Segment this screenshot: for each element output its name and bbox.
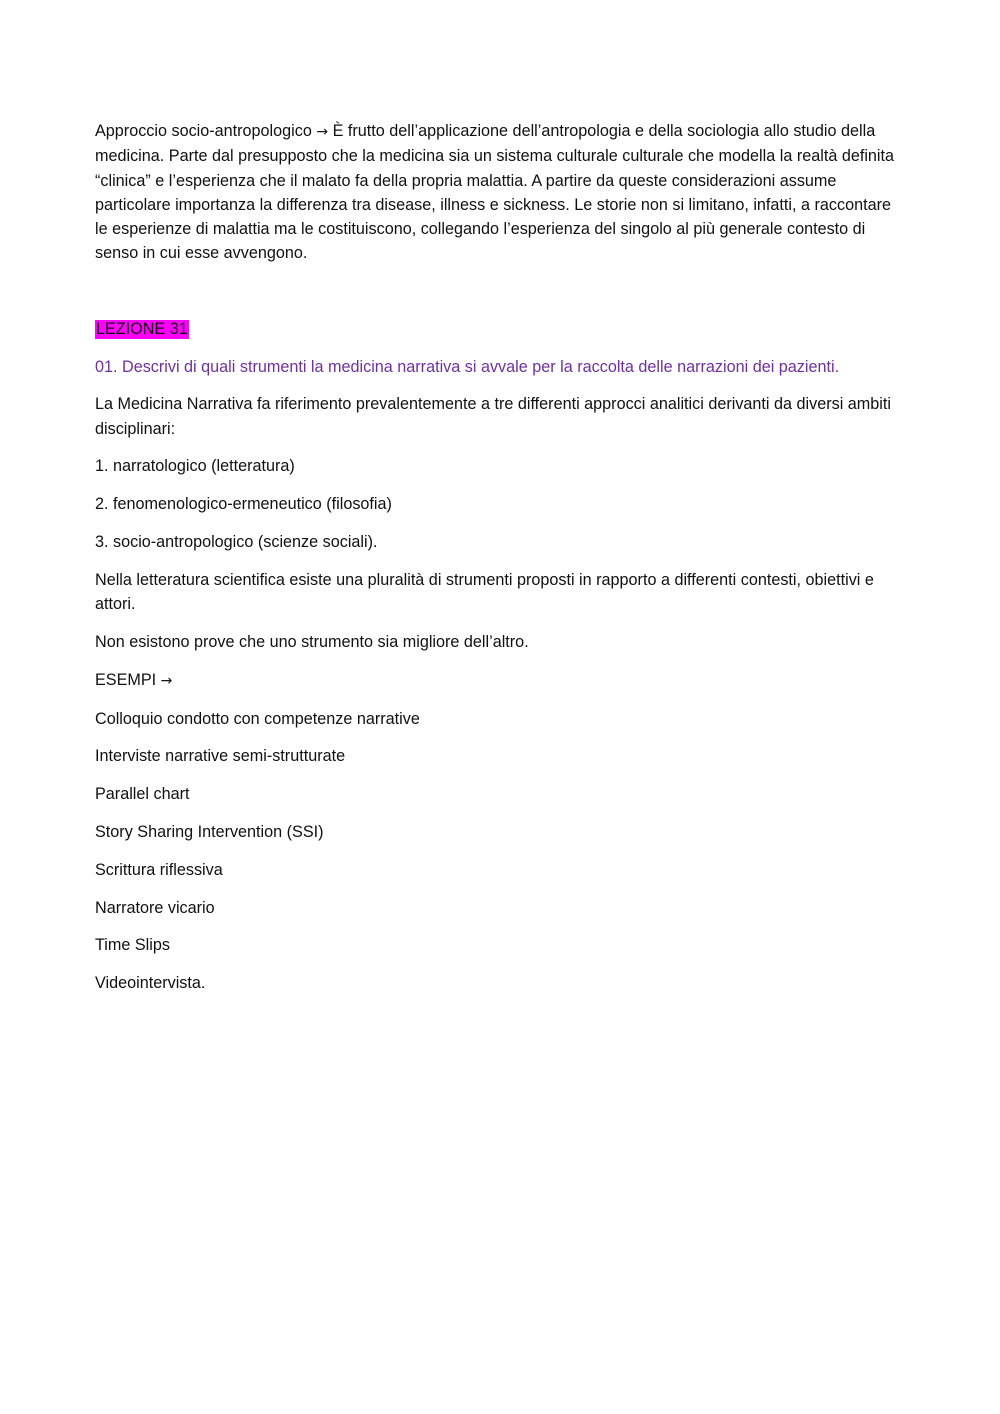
arrow-right-icon: → [316,124,329,140]
intro-text: È frutto dell’applicazione dell’antropologia e della sociologia allo studio della medicina. Parte dal presupposto che la medicina sia un sistema culturale culturale che modella la realtà definita “clinica” e l’esperienza che il malato fa della propria malattia. A partire da queste considerazioni assume particolare importanza la differenza tra disease, illness e sickness. Le storie non si limitano, infatti, a raccontare le esperienze di malattia ma le costituiscono, collegando l’esperienza del singolo al più generale contesto di senso in cui esse avvengono. [95,122,895,263]
example-item: Story Sharing Intervention (SSI) [95,822,324,841]
example-item: Videointervista. [95,974,206,993]
intro-lead: Approccio socio-antropologico [95,122,312,140]
example-item: Scrittura riflessiva [95,860,223,879]
arrow-right-icon: → [160,672,173,689]
approach-item: 1. narratologico (letteratura) [95,457,295,476]
examples-heading [95,668,900,693]
intro-paragraph [95,119,900,266]
document-body [95,119,900,1009]
approach-item: 2. fenomenologico-ermeneutico (filosofia) [95,495,392,514]
example-item: Colloquio condotto con competenze narrative [95,709,420,728]
example-item: Parallel chart [95,785,190,804]
plurality-paragraph: Nella letteratura scientifica esiste una pluralità di strumenti proposti in rapporto a differenti contesti, obiettivi e attori. [95,570,874,614]
example-item: Interviste narrative semi-strutturate [95,747,346,766]
lesson-heading [95,317,900,341]
example-item: Narratore vicario [95,898,215,917]
example-item: Time Slips [95,936,170,955]
examples-label: ESEMPI [95,670,157,689]
question-text: 01. Descrivi di quali strumenti la medicina narrativa si avvale per la raccolta delle narrazioni dei pazienti. [95,357,840,376]
no-proof-paragraph: Non esistono prove che uno strumento sia migliore dell’altro. [95,632,529,651]
answer-intro: La Medicina Narrativa fa riferimento prevalentemente a tre differenti approcci analitici derivanti da diversi ambiti disciplinari: [95,395,891,438]
lesson-title: LEZIONE 31 [96,319,188,338]
approach-item: 3. socio-antropologico (scienze sociali). [95,533,378,552]
